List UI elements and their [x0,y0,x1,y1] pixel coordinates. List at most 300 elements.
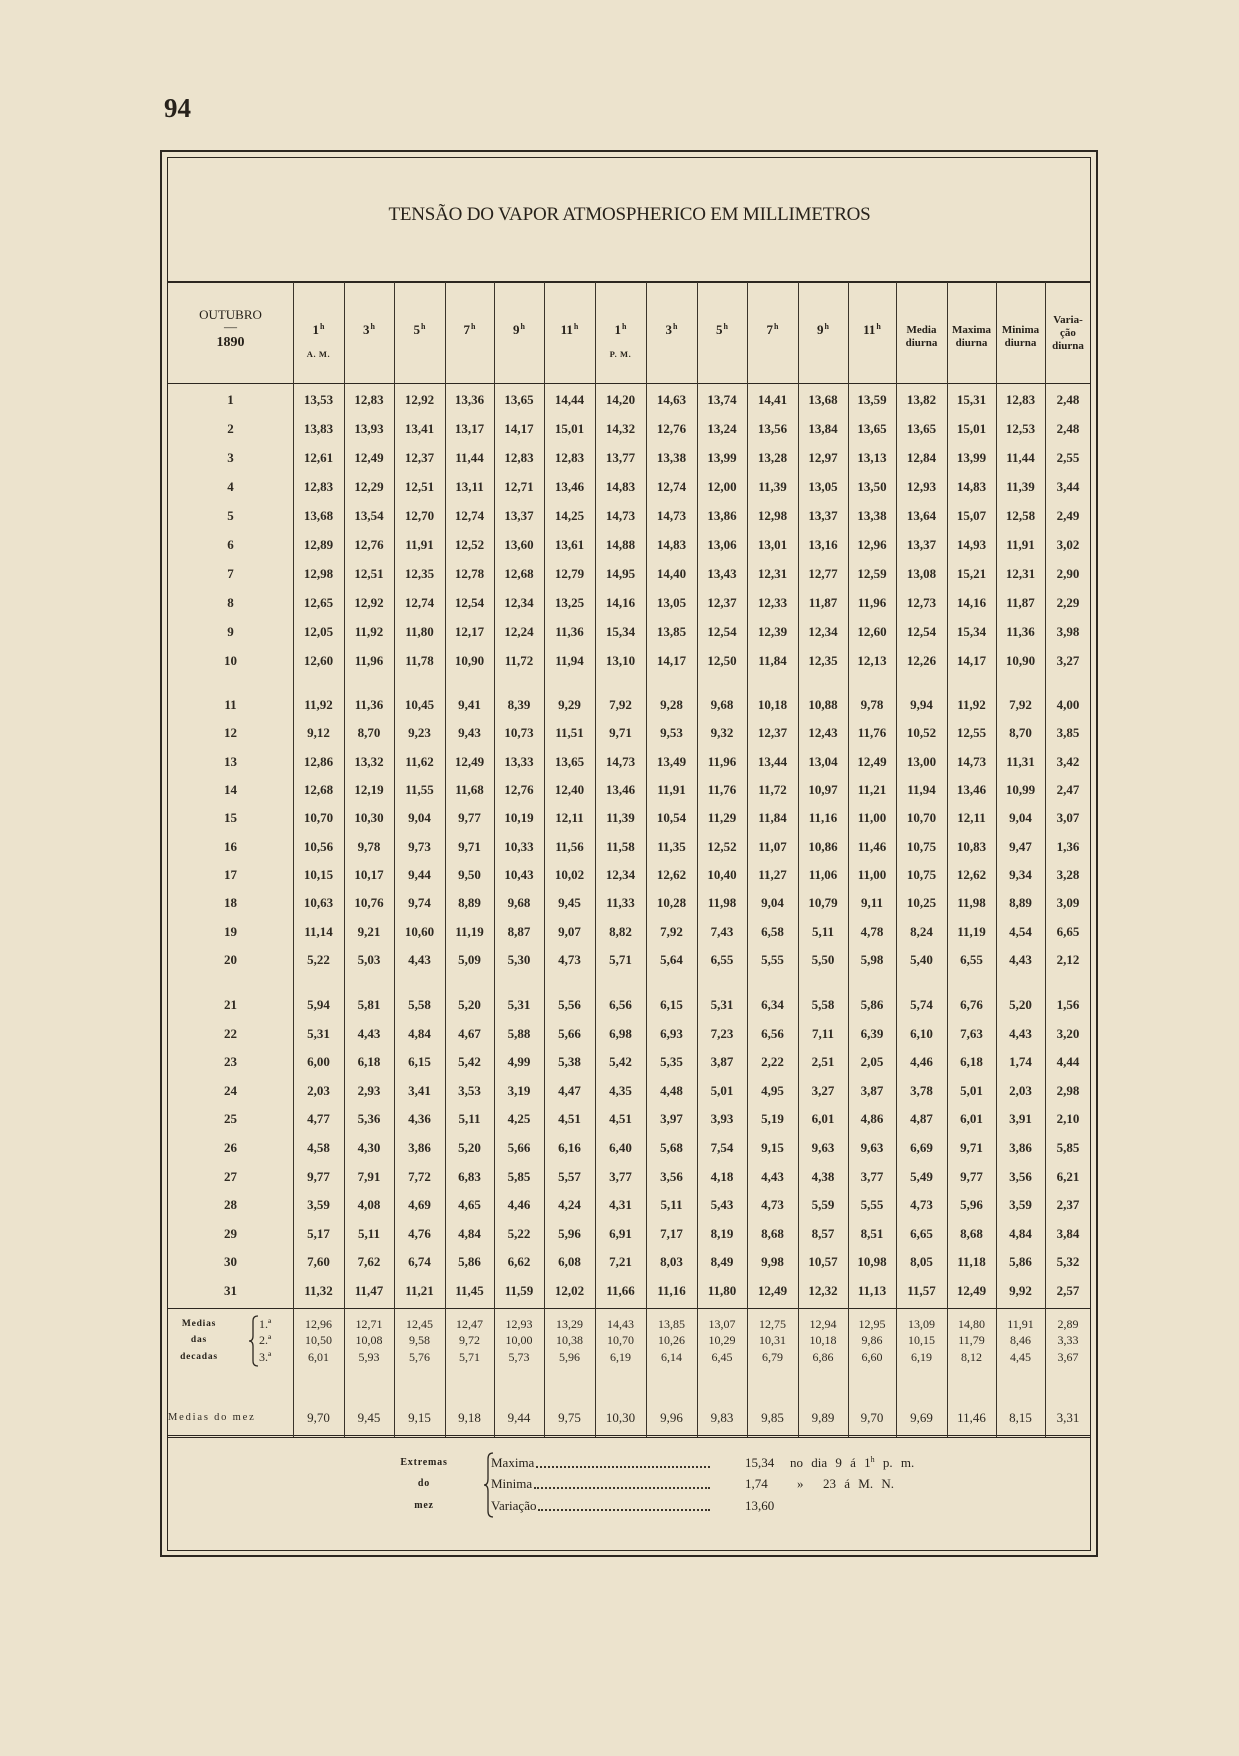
table-row [168,1224,1091,1244]
value-cell: 4,58 [307,1140,330,1155]
value-cell: 4,35 [609,1082,632,1098]
value-cell: 9,04 [761,895,784,911]
hour-header [344,320,394,340]
day-number: 25 [224,1111,237,1127]
value-cell: 12,54 [906,624,937,639]
value-cell: 5,96 [960,1197,983,1213]
decades-rule [168,1308,1091,1309]
value-cell: 7,91 [357,1168,381,1184]
stat-header-line: Maxima [951,324,992,336]
extremes-variacao-value: 13,60 [745,1498,775,1513]
stat-header [1045,314,1091,353]
value-cell: 11,98 [957,895,986,911]
value-cell: 6,55 [960,951,983,967]
value-cell: 5,96 [558,1225,581,1241]
day-number: 21 [224,997,237,1012]
value-cell: 13,84 [808,421,838,436]
value-cell: 11,44 [455,450,484,465]
value-cell: 13,59 [857,392,887,407]
value-cell: 4,86 [860,1111,884,1127]
value-cell: 5,85 [507,1168,531,1184]
value-cell: 13,33 [504,753,534,769]
value-cell: 5,66 [507,1140,531,1155]
value-cell: 5,31 [710,997,734,1012]
value-cell: 12,76 [354,537,384,552]
value-cell: 11,45 [455,1283,484,1298]
value-cell: 2,03 [1009,1082,1032,1098]
value-cell: 13,44 [757,753,788,769]
value-cell: 9,77 [960,1168,983,1184]
value-cell: 12,74 [656,479,687,494]
value-cell: 13,32 [354,753,384,769]
value-cell: 5,94 [307,997,330,1012]
value-cell: 11,62 [405,753,434,769]
value-cell: 7,72 [408,1168,431,1184]
value-cell: 9,63 [860,1140,884,1155]
header-dash: — [224,319,237,334]
value-cell: 4,73 [558,951,581,967]
value-cell: 14,83 [956,479,987,494]
extremes-minima-label: Minima [491,1476,533,1491]
table-row [168,651,1091,671]
value-cell: 5,35 [660,1054,683,1070]
value-cell: 6,00 [307,1054,330,1070]
value-cell: 9,68 [507,895,531,911]
extremes-maxima-detail [790,1454,914,1472]
value-cell: 6,21 [1056,1168,1080,1184]
value-cell: 11,98 [707,895,737,911]
value-cell: 6,69 [910,1140,933,1155]
hour-suffix: h [370,322,375,331]
value-cell: 14,17 [504,421,534,436]
value-cell: 6,83 [458,1168,481,1184]
value-cell: 12,00 [707,479,737,494]
value-cell: 11,96 [354,653,384,668]
value-cell: 12,77 [808,566,838,581]
value-cell: 5,42 [458,1054,481,1070]
value-cell: 11,39 [1006,479,1035,494]
hour-header [544,320,595,340]
hour-number: 3 [665,322,673,337]
decades-label-line-3: decadas [180,1352,218,1362]
hour-suffix: h [573,322,579,331]
value-cell: 9,21 [357,923,381,939]
value-cell: 13,00 [906,753,937,769]
value-cell: 12,54 [707,624,737,639]
stat-header-line: ção [1060,327,1076,339]
day-number: 10 [224,653,237,668]
value-cell: 4,84 [458,1225,481,1241]
value-cell: 11,36 [555,624,584,639]
value-cell: 12,31 [757,566,788,581]
value-cell: 5,55 [860,1197,884,1213]
value-cell: 2,90 [1056,566,1080,581]
day-number: 3 [227,450,234,465]
value-cell: 5,55 [761,951,784,967]
value-cell: 11,00 [857,866,887,882]
value-cell: 11,92 [354,624,384,639]
day-number: 14 [224,781,237,797]
value-cell: 3,27 [811,1082,835,1098]
day-number: 24 [224,1082,237,1098]
value-cell: 11,19 [957,923,986,939]
table-row [168,780,1091,800]
stat-header-line: diurna [905,337,938,349]
value-cell: 5,71 [459,1350,480,1364]
value-cell: 4,73 [910,1197,933,1213]
value-cell: 6,39 [860,1025,884,1041]
value-cell: 10,08 [355,1333,383,1347]
value-cell: 8,89 [458,895,481,911]
value-cell: 14,95 [605,566,636,581]
value-cell: 12,97 [808,450,838,465]
value-cell: 11,80 [405,624,434,639]
value-cell: 12,34 [605,866,636,882]
value-cell: 2,37 [1056,1197,1080,1213]
dot-leader [536,1466,710,1468]
stat-header-line: Minima [1001,324,1040,336]
value-cell: 5,85 [1056,1140,1080,1155]
value-cell: 3,02 [1056,537,1080,552]
value-cell: 4,38 [811,1168,835,1184]
value-cell: 8,87 [507,923,531,939]
value-cell: 5,98 [860,951,884,967]
value-cell: 12,34 [504,595,534,610]
value-cell: 13,38 [656,450,687,465]
table-title: TENSÃO DO VAPOR ATMOSPHERICO EM MILLIMETROS [388,204,871,225]
value-cell: 11,46 [857,838,887,854]
value-cell: 10,31 [759,1333,786,1347]
value-cell: 12,62 [656,866,687,882]
value-cell: 11,39 [606,810,635,826]
value-cell: 6,01 [811,1111,835,1127]
value-cell: 11,91 [1007,1317,1034,1331]
value-cell: 3,53 [458,1082,481,1098]
extremes-minima-ditto: » [797,1476,804,1491]
value-cell: 2,03 [307,1082,330,1098]
value-cell: 12,32 [808,1283,838,1298]
value-cell: 4,43 [761,1168,784,1184]
day-number: 28 [224,1197,237,1213]
value-cell: 5,64 [660,951,683,967]
value-cell: 13,83 [303,421,334,436]
table-row [168,695,1091,715]
value-cell: 9,44 [408,866,431,882]
table-row [168,1138,1091,1158]
value-cell: 11,21 [857,781,887,797]
value-cell: 12,76 [656,421,687,436]
value-cell: 9,73 [408,838,431,854]
value-cell: 11,44 [1006,450,1035,465]
value-cell: 11,16 [657,1283,686,1298]
value-cell: 11,66 [606,1283,635,1298]
value-cell: 13,53 [303,392,334,407]
value-cell: 5,20 [1009,997,1032,1012]
value-cell: 6,15 [408,1054,431,1070]
period-label: A. M. [306,349,331,359]
value-cell: 12,83 [303,479,334,494]
value-cell: 4,24 [558,1197,581,1213]
value-cell: 9,96 [660,1410,683,1425]
value-cell: 10,57 [808,1254,838,1270]
value-cell: 11,96 [857,595,887,610]
month-mean-label: Medias do mez [168,1412,256,1423]
value-cell: 3,97 [660,1111,683,1127]
value-cell: 9,70 [860,1410,884,1425]
value-cell: 7,62 [357,1254,381,1270]
hour-number: 9 [513,322,520,337]
value-cell: 9,41 [458,697,481,712]
value-cell: 11,96 [707,753,737,769]
value-cell: 8,57 [811,1225,835,1241]
value-cell: 10,63 [303,895,334,911]
stat-header-line: diurna [1004,337,1037,349]
value-cell: 3,84 [1056,1225,1080,1241]
value-cell: 5,36 [357,1111,381,1127]
extremes-maxima-period: p. m. [874,1455,915,1470]
value-cell: 14,73 [956,753,987,769]
value-cell: 12,75 [759,1317,786,1331]
table-bottom-rule [168,1435,1091,1438]
value-cell: 7,43 [710,923,734,939]
value-cell: 5,01 [960,1082,983,1098]
value-cell: 4,30 [357,1140,381,1155]
value-cell: 14,32 [605,421,636,436]
value-cell: 5,38 [558,1054,581,1070]
value-cell: 13,36 [454,392,485,407]
value-cell: 10,15 [908,1333,935,1347]
decades-label-line-1: Medias [181,1319,217,1329]
hour-number: 7 [463,322,471,337]
value-cell: 10,33 [504,838,534,854]
value-cell: 9,68 [710,697,734,712]
value-cell: 13,86 [707,508,737,523]
decade-number: 2.ª [259,1333,272,1347]
value-cell: 9,77 [458,810,481,826]
title-rule [168,281,1091,283]
value-cell: 4,08 [357,1197,381,1213]
value-cell: 11,14 [304,923,333,939]
value-cell: 2,29 [1056,595,1080,610]
table-row [168,593,1091,613]
value-cell: 4,45 [1010,1350,1031,1364]
extremes-variacao-label: Variação [491,1498,537,1513]
value-cell: 12,70 [404,508,435,523]
value-cell: 10,30 [354,810,384,826]
value-cell: 5,56 [558,997,581,1012]
value-cell: 9,18 [458,1410,481,1425]
value-cell: 1,74 [1009,1054,1032,1070]
value-cell: 8,49 [710,1254,734,1270]
value-cell: 4,67 [458,1025,481,1041]
value-cell: 12,71 [355,1317,383,1331]
value-cell: 10,75 [906,866,937,882]
value-cell: 12,93 [505,1317,533,1331]
value-cell: 4,87 [910,1111,933,1127]
decade-number: 3.ª [259,1350,272,1364]
value-cell: 12,83 [504,450,534,465]
value-cell: 5,81 [357,997,381,1012]
table-row [168,1081,1091,1101]
value-cell: 13,85 [656,624,687,639]
table-row [168,837,1091,857]
table-row [168,1109,1091,1129]
value-cell: 12,55 [956,725,987,741]
value-cell: 11,39 [758,479,787,494]
value-cell: 13,65 [906,421,937,436]
value-cell: 4,78 [860,923,884,939]
day-number: 15 [224,810,237,826]
value-cell: 13,06 [707,537,737,552]
value-cell: 5,03 [357,951,381,967]
value-cell: 10,70 [906,810,937,826]
value-cell: 12,89 [303,537,334,552]
value-cell: 9,11 [860,895,884,911]
value-cell: 4,00 [1056,697,1080,712]
extremes-variacao-row [491,1497,712,1515]
value-cell: 13,05 [808,479,838,494]
value-cell: 11,29 [707,810,737,826]
value-cell: 7,92 [1009,697,1032,712]
value-cell: 5,31 [507,997,531,1012]
value-cell: 9,04 [1009,810,1032,826]
value-cell: 12,49 [354,450,384,465]
value-cell: 9,58 [409,1333,430,1347]
value-cell: 5,40 [910,951,933,967]
value-cell: 9,89 [811,1410,835,1425]
value-cell: 2,49 [1056,508,1080,523]
value-cell: 14,17 [656,653,687,668]
hour-number: 11 [560,322,573,337]
value-cell: 11,58 [606,838,635,854]
table-row [168,995,1091,1015]
extremes-maxima-row [491,1454,712,1472]
value-cell: 13,99 [707,450,737,465]
value-cell: 14,93 [956,537,987,552]
value-cell: 12,17 [454,624,485,639]
table-row [168,1195,1091,1215]
value-cell: 5,22 [507,1225,531,1241]
value-cell: 10,29 [708,1333,736,1347]
value-cell: 9,53 [660,725,683,741]
value-cell: 10,76 [354,895,384,911]
value-cell: 3,85 [1056,725,1080,741]
value-cell: 14,63 [656,392,687,407]
value-cell: 12,83 [554,450,585,465]
day-number: 11 [224,697,237,712]
value-cell: 9,98 [761,1254,784,1270]
table-row [168,1281,1091,1301]
day-number: 13 [224,753,237,769]
value-cell: 10,25 [906,895,937,911]
value-cell: 11,16 [808,810,838,826]
day-number: 26 [224,1140,237,1155]
value-cell: 13,46 [605,781,636,797]
value-cell: 13,17 [454,421,485,436]
value-cell: 8,19 [710,1225,734,1241]
value-cell: 6,18 [357,1054,381,1070]
extremes-minima-row [491,1475,712,1493]
day-number: 2 [227,421,234,436]
value-cell: 8,03 [660,1254,683,1270]
value-cell: 10,15 [303,866,334,882]
value-cell: 12,92 [354,595,384,610]
value-cell: 10,90 [1005,653,1036,668]
table-row [168,922,1091,942]
value-cell: 2,55 [1056,450,1080,465]
value-cell: 13,09 [908,1317,935,1331]
value-cell: 9,69 [910,1410,933,1425]
extremes-minima-detail: 23 á M. N. [823,1476,894,1491]
value-cell: 9,94 [910,697,933,712]
value-cell: 14,73 [605,508,636,523]
table-row [168,723,1091,743]
value-cell: 11,56 [555,838,584,854]
value-cell: 11,92 [957,697,986,712]
value-cell: 12,43 [808,725,838,741]
value-cell: 3,77 [609,1168,632,1184]
value-cell: 11,91 [1006,537,1035,552]
dot-leader [538,1509,710,1511]
value-cell: 12,33 [757,595,788,610]
value-cell: 3,86 [408,1140,431,1155]
value-cell: 1,56 [1056,997,1080,1012]
extremes-maxima-value: 15,34 [745,1455,775,1470]
value-cell: 11,84 [758,653,787,668]
value-cell: 3,20 [1056,1025,1080,1041]
value-cell: 11,68 [455,781,484,797]
value-cell: 11,36 [1006,624,1035,639]
value-cell: 12,50 [707,653,737,668]
value-cell: 15,21 [956,566,987,581]
value-cell: 3,93 [710,1111,734,1127]
value-cell: 8,15 [1009,1410,1032,1425]
value-cell: 12,39 [757,624,788,639]
day-number: 5 [227,508,234,523]
value-cell: 13,37 [504,508,534,523]
value-cell: 11,35 [657,838,686,854]
value-cell: 15,01 [956,421,987,436]
value-cell: 9,45 [558,895,581,911]
value-cell: 9,78 [860,697,884,712]
hour-number: 11 [863,322,876,337]
value-cell: 11,19 [455,923,484,939]
value-cell: 13,13 [857,450,887,465]
value-cell: 3,91 [1009,1111,1032,1127]
value-cell: 5,68 [660,1140,683,1155]
value-cell: 10,98 [857,1254,887,1270]
value-cell: 2,22 [761,1054,784,1070]
day-number: 16 [224,838,237,854]
value-cell: 14,40 [656,566,687,581]
table-row [168,448,1091,468]
value-cell: 13,37 [808,508,838,523]
value-cell: 12,62 [956,866,987,882]
value-cell: 12,98 [757,508,788,523]
value-cell: 4,51 [558,1111,581,1127]
value-cell: 9,77 [307,1168,330,1184]
hour-number: 1 [312,322,320,337]
hour-header [646,320,697,340]
value-cell: 13,41 [404,421,435,436]
value-cell: 6,15 [660,997,683,1012]
table-row [168,419,1091,439]
value-cell: 13,82 [906,392,937,407]
value-cell: 11,47 [354,1283,384,1298]
value-cell: 13,46 [554,479,585,494]
value-cell: 3,56 [1009,1168,1032,1184]
value-cell: 12,53 [1005,421,1036,436]
